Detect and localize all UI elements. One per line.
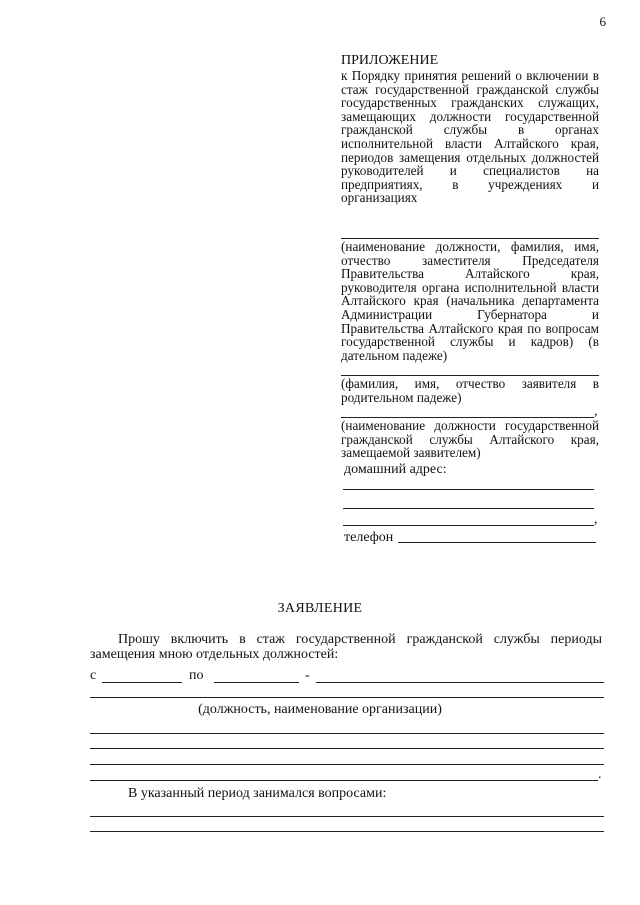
statement-heading: ЗАЯВЛЕНИЕ bbox=[277, 601, 363, 616]
position-line-5[interactable] bbox=[90, 780, 598, 781]
position-line-4[interactable] bbox=[90, 764, 604, 765]
period-from-field[interactable] bbox=[102, 682, 182, 683]
position-line-1[interactable] bbox=[90, 697, 604, 698]
comma: , bbox=[594, 404, 598, 419]
phone-input-line[interactable] bbox=[398, 542, 596, 543]
period-end-dot: . bbox=[598, 767, 602, 782]
period-from-label: с bbox=[90, 668, 97, 683]
appendix-text: к Порядку принятия решений о включении в стаж государственной гражданской службы государственных гражданских служащих, замещающих должности государственной гражданской службы в органах исполнительной власти Алтайского края, периодов замещения отдельных должностей руководителей и специалистов на предприятиях, в учреждениях и организациях bbox=[341, 68, 599, 206]
page-number: 6 bbox=[599, 14, 606, 29]
duties-line-1[interactable] bbox=[90, 816, 604, 817]
period-position-field[interactable] bbox=[316, 682, 604, 683]
period-to-label: по bbox=[189, 668, 204, 683]
recipient-hint: (наименование должности, фамилия, имя, отчество заместителя Председателя Правительства Алтайского края, руководителя органа исполнительной власти Алтайского края (начальника департамента Администрации Губернатора и Правительства Алтайского края по вопросам государственной службы и кадров) (в дательном падеже) bbox=[341, 239, 599, 363]
home-address-line-3[interactable] bbox=[343, 525, 594, 526]
applicant-position-hint: (наименование должности государственной гражданской службы Алтайского края, замещаемой заявителем) bbox=[341, 418, 599, 461]
home-address-line-2[interactable] bbox=[343, 508, 594, 509]
position-line-2[interactable] bbox=[90, 733, 604, 734]
home-address-label: домашний адрес: bbox=[344, 462, 447, 477]
appendix-title: ПРИЛОЖЕНИЕ bbox=[341, 53, 439, 68]
comma: , bbox=[594, 512, 598, 527]
period-to-field[interactable] bbox=[214, 682, 299, 683]
home-address-line-1[interactable] bbox=[343, 489, 594, 490]
phone-label: телефон bbox=[344, 530, 394, 545]
statement-text: Прошу включить в стаж государственной гражданской службы периоды замещения мною отдельных должностей: bbox=[90, 632, 602, 662]
duties-line-2[interactable] bbox=[90, 831, 604, 832]
duties-text: В указанный период занимался вопросами: bbox=[128, 786, 387, 801]
period-dash: - bbox=[305, 668, 310, 683]
position-line-3[interactable] bbox=[90, 748, 604, 749]
applicant-name-hint: (фамилия, имя, отчество заявителя в родительном падеже) bbox=[341, 376, 599, 405]
position-org-hint: (должность, наименование организации) bbox=[198, 702, 442, 717]
